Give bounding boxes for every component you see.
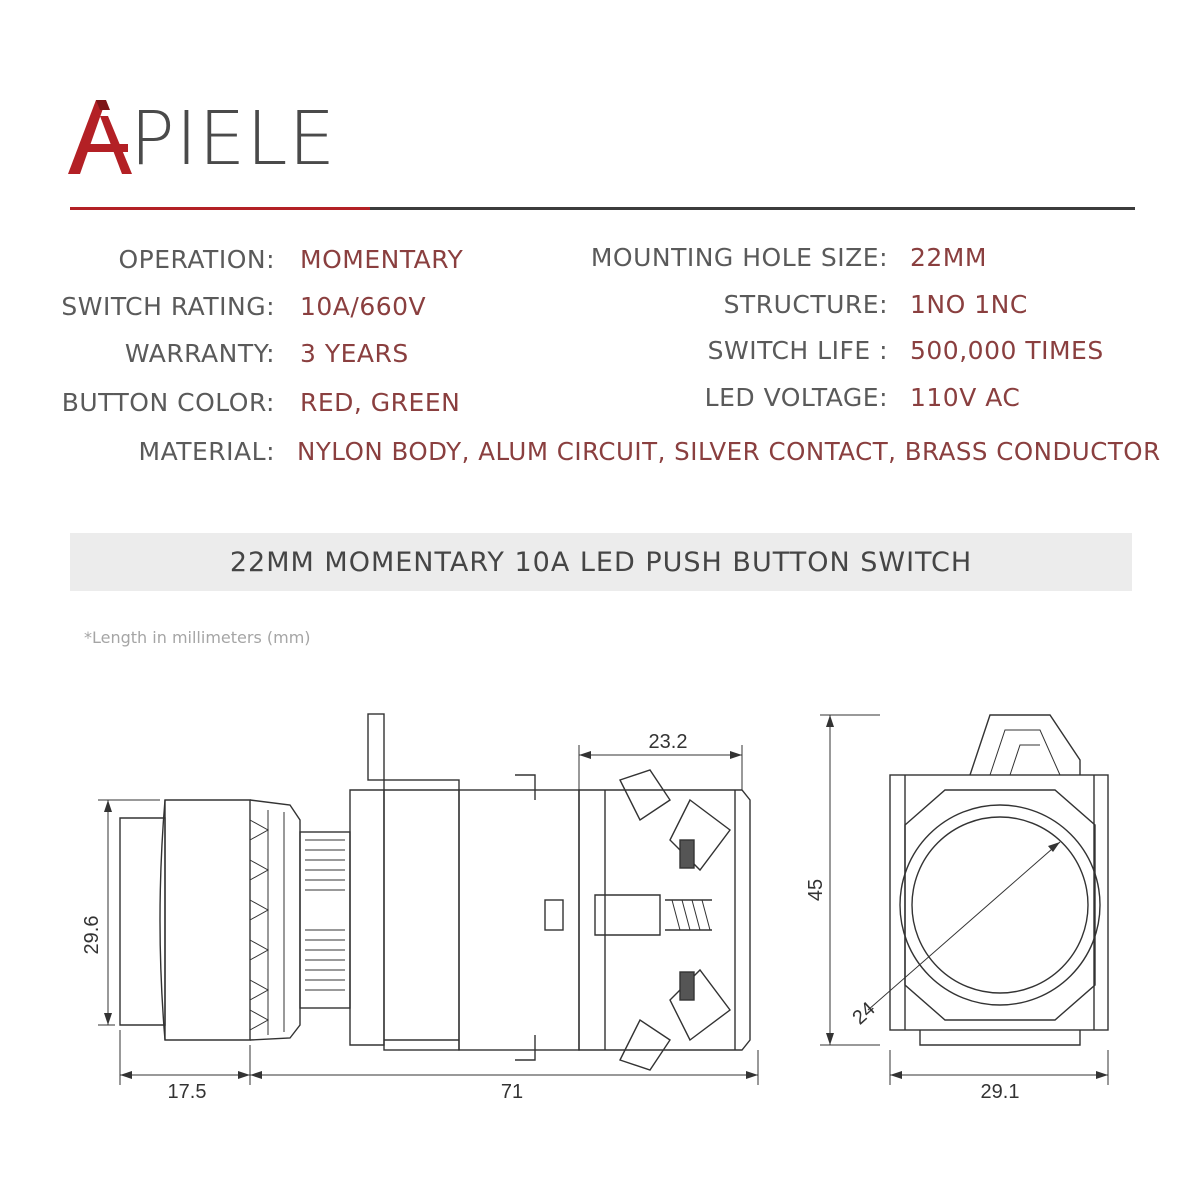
dim-height-button: 29.6: [81, 915, 103, 955]
spec-value: 10A/660V: [300, 292, 427, 321]
dim-length-total: 71: [500, 1081, 524, 1103]
mounting-plate: [368, 714, 384, 780]
threaded-collar: [300, 832, 350, 1008]
product-banner: 22MM MOMENTARY 10A LED PUSH BUTTON SWITCH: [70, 533, 1132, 591]
dim-width-block: 23.2: [648, 731, 688, 753]
button-face-inner: [912, 817, 1088, 993]
button-face-outer: [900, 805, 1100, 1005]
dim-height-body: 45: [805, 878, 827, 902]
spec-key: BUTTON COLOR:: [61, 388, 275, 417]
spec-value: 22MM: [910, 243, 987, 272]
spec-key: LED VOLTAGE:: [704, 383, 888, 412]
spec-key: MOUNTING HOLE SIZE:: [590, 243, 888, 272]
switch-body: [459, 790, 579, 1050]
spec-value: 1NO 1NC: [910, 290, 1028, 319]
dim-length-button: 17.5: [167, 1081, 207, 1103]
spec-key: MATERIAL:: [138, 437, 275, 466]
dim-width-body: 29.1: [980, 1081, 1020, 1103]
spec-value: 500,000 TIMES: [910, 336, 1104, 365]
dim-diameter-button: 24: [848, 997, 880, 1030]
spec-value: NYLON BODY, ALUM CIRCUIT, SILVER CONTACT, BRASS CONDUCTOR: [297, 437, 1161, 466]
spec-value: 3 YEARS: [300, 339, 409, 368]
brand-name: PIELE: [130, 96, 337, 182]
spec-key: OPERATION:: [118, 245, 275, 274]
spec-key: WARRANTY:: [124, 339, 275, 368]
button-cap: [120, 818, 165, 1025]
spec-value: RED, GREEN: [300, 388, 461, 417]
spec-value: 110V AC: [910, 383, 1021, 412]
spec-key: SWITCH RATING:: [61, 292, 275, 321]
spec-key: STRUCTURE:: [723, 290, 888, 319]
front-body: [890, 775, 1108, 1030]
units-note: *Length in millimeters (mm): [84, 628, 311, 647]
spec-value: MOMENTARY: [300, 245, 464, 274]
spec-key: SWITCH LIFE :: [707, 336, 888, 365]
